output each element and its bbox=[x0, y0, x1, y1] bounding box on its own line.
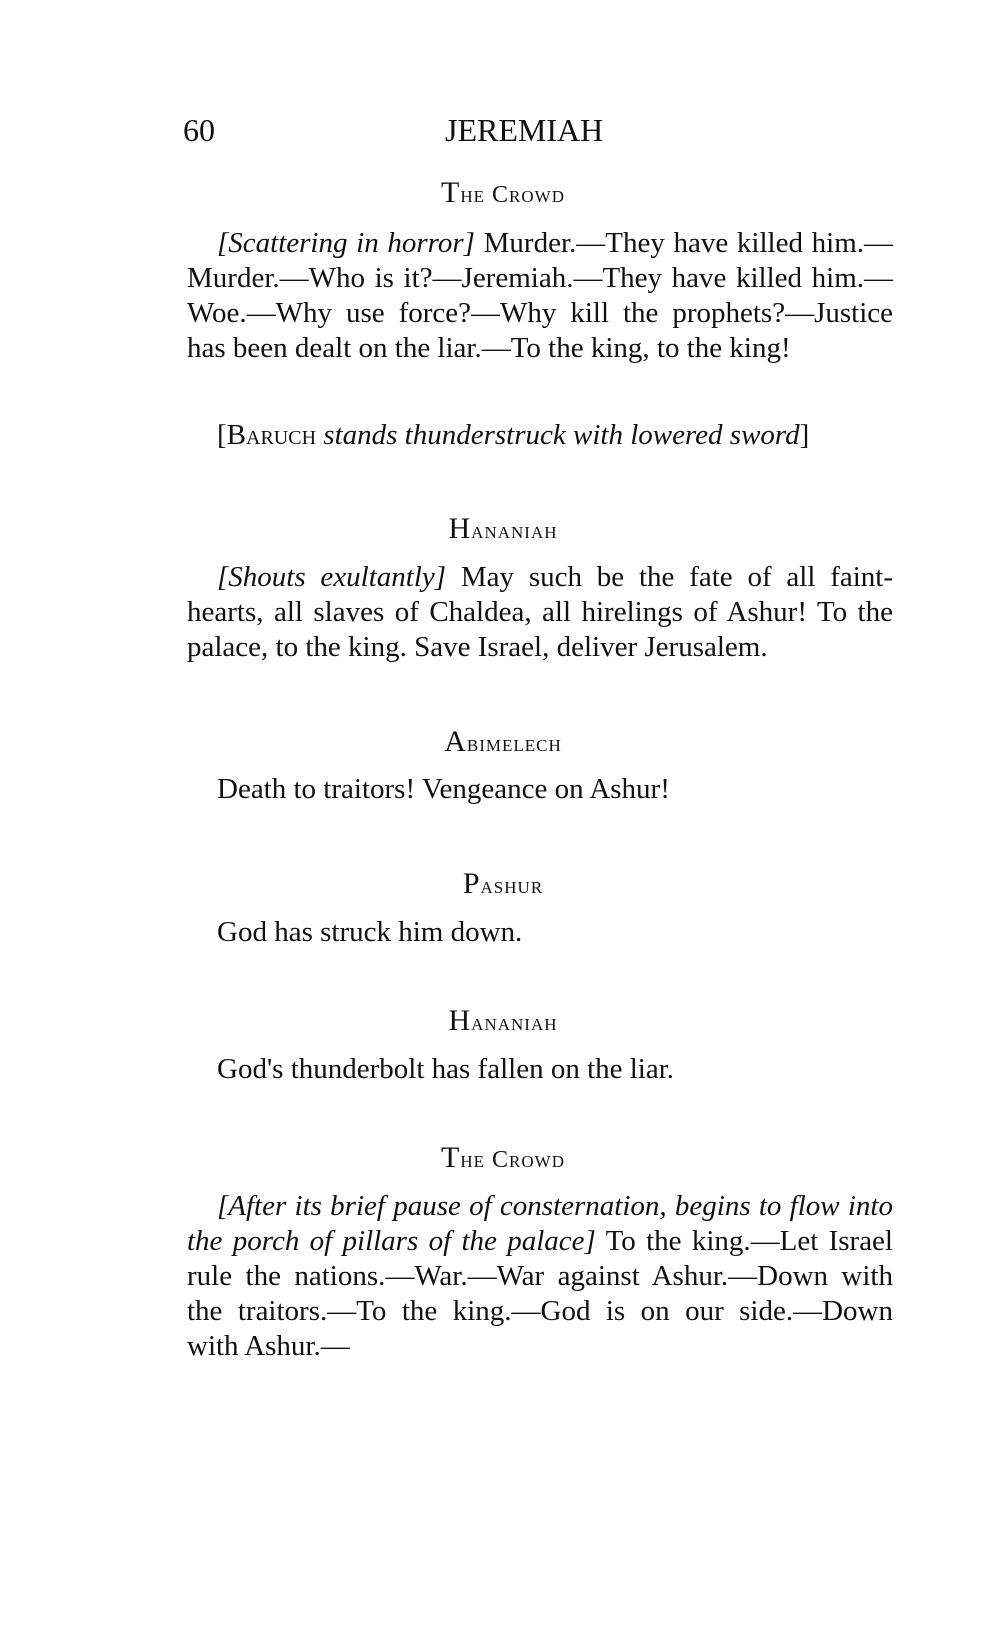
speech-text: God has struck him down. bbox=[217, 916, 523, 948]
speech bbox=[187, 226, 893, 366]
stage-direction bbox=[187, 418, 893, 453]
speaker: Hananiah bbox=[448, 1004, 558, 1037]
stage-direction-italic: stands thunderstruck with lowered sword bbox=[323, 419, 800, 451]
stage-direction: [Shouts exultantly] bbox=[217, 561, 447, 593]
speech-text: May such be the fate of all faint-hearts, all slaves of Chaldea, all hirelings of Ashur! To the palace, to the king. Save Israel, deliver Jerusalem. bbox=[187, 561, 893, 663]
speech-text: Murder.—They have killed him.—Murder.—Who is it?—Jeremiah.—They have killed him.—Woe.—Why use force?—Why kill the prophets?—Justice has been dealt on the liar.—To the king, to the king! bbox=[187, 227, 893, 364]
speech-text: To the king.—Let Israel rule the nations.—War.—War against Ashur.—Down with the traitors.—To the king.—God is on our side.—Down with Ashur.— bbox=[187, 1225, 893, 1362]
speech bbox=[187, 560, 893, 665]
character-name: Baruch bbox=[226, 419, 317, 451]
speaker: The Crowd bbox=[441, 1141, 565, 1174]
speech-text: God's thunderbolt has fallen on the liar. bbox=[217, 1053, 675, 1085]
stage-direction: [After its brief pause of consternation, begins to flow into the porch of pillars of the palace] bbox=[187, 1190, 893, 1257]
speaker: The Crowd bbox=[441, 176, 565, 209]
page-number: 60 bbox=[183, 112, 215, 148]
speaker: Hananiah bbox=[448, 512, 558, 545]
speech bbox=[187, 1189, 893, 1364]
stage-direction: [Scattering in horror] bbox=[217, 227, 475, 259]
speaker: Pashur bbox=[462, 867, 544, 900]
stage-direction-text: [Baruch stands thunderstruck with lowered sword] bbox=[217, 419, 810, 451]
speech-text: Death to traitors! Vengeance on Ashur! bbox=[217, 773, 670, 805]
speaker: Abimelech bbox=[444, 725, 562, 758]
running-title: JEREMIAH bbox=[445, 112, 604, 148]
